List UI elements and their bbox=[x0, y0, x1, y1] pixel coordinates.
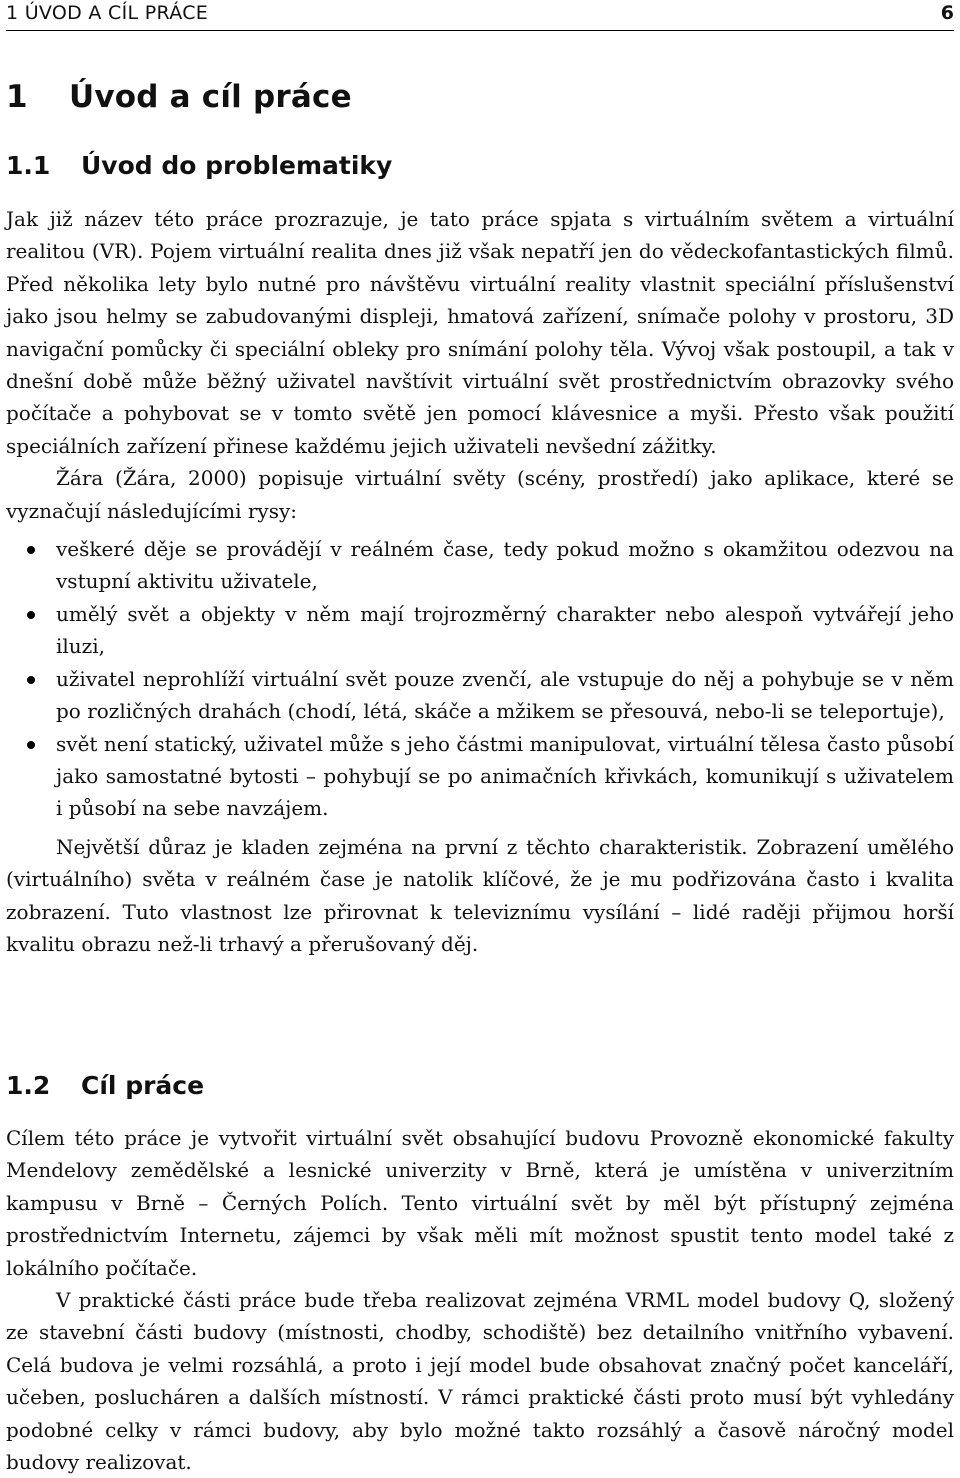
list-item: uživatel neprohlíží virtuální svět pouze zvenčí, ale vstupuje do něj a pohybuje se v něm po rozličných drahách (chodí, létá, skáče a mžikem se přesouvá, nebo-li se teleportuje), bbox=[56, 663, 954, 728]
list-item: svět není statický, uživatel může s jeho částmi manipulovat, virtuální tělesa často působí jako samostatné bytosti – pohybují se po animačních křivkách, komunikují s uživatelem i působí na sebe navzájem. bbox=[56, 728, 954, 825]
chapter-title: Úvod a cíl práce bbox=[69, 79, 352, 115]
running-header-chapter: 1 ÚVOD A CÍL PRÁCE bbox=[6, 2, 209, 24]
paragraph: Jak již název této práce prozrazuje, je tato práce spjata s virtuálním světem a virtuální realitou (VR). Pojem virtuální realita dnes již však nepatří jen do vědeckofantastických filmů. Před několika lety bylo nutné pro návštěvu virtuální reality vlastnit speciální příslušenství jako jsou helmy se zabudovanými displeji, hmatová zařízení, snímače polohy v prostoru, 3D navigační pomůcky či speciální obleky pro snímání polohy těla. Vývoj však postoupil, a tak v dnešní době může běžný uživatel navštívit virtuální svět prostřednictvím obrazovky svého počítače a pohybovat se v tomto světě jen pomocí klávesnice a myši. Přesto však použití speciálních zařízení přinese každému jejich uživateli nevšední zážitky. bbox=[6, 207, 954, 458]
paragraph: Největší důraz je kladen zejména na první z těchto charakteristik. Zobrazení umělého (virtuálního) světa v reálném čase je natolik klíčové, že je mu podřizována často i kvalita zobrazení. Tuto vlastnost lze přirovnat k televiznímu vysílání – lidé raději přijmou horší kvalitu obrazu než-li trhavý a přerušovaný děj. bbox=[6, 834, 954, 956]
section-body-1-1 bbox=[6, 203, 954, 960]
section-heading-1-2 bbox=[6, 1066, 204, 1106]
running-header bbox=[6, 0, 954, 31]
list-item: veškeré děje se provádějí v reálném čase, tedy pokud možno s okamžitou odezvou na vstupní aktivitu uživatele, bbox=[56, 533, 954, 598]
list-item: umělý svět a objekty v něm mají trojrozměrný charakter nebo alespoň vytvářejí jeho iluzi, bbox=[56, 598, 954, 663]
section-number: 1.2 bbox=[6, 1071, 51, 1100]
feature-list bbox=[6, 533, 954, 825]
section-heading-1-1 bbox=[6, 146, 392, 186]
section-title: Cíl práce bbox=[81, 1071, 205, 1100]
chapter-heading bbox=[6, 74, 352, 120]
paragraph: Žára (Žára, 2000) popisuje virtuální světy (scény, prostředí) jako aplikace, které se vyznačují následujícími rysy: bbox=[6, 466, 954, 523]
section-body-1-2 bbox=[6, 1122, 954, 1478]
chapter-number: 1 bbox=[6, 79, 28, 115]
paragraph: V praktické části práce bude třeba realizovat zejména VRML model budovy Q, složený ze stavební části budovy (místnosti, chodby, schodiště) bez detailního vnitřního vybavení. Celá budova je velmi rozsáhlá, a proto i její model bude obsahovat značný počet kanceláří, učeben, poslucháren a dalších místností. V rámci praktické části proto musí být vyhledány podobné celky v rámci budovy, aby bylo možné takto rozsáhlý a časově náročný model budovy realizovat. bbox=[6, 1288, 954, 1475]
page-number: 6 bbox=[940, 2, 954, 24]
section-number: 1.1 bbox=[6, 151, 51, 180]
section-title: Úvod do problematiky bbox=[81, 151, 393, 180]
paragraph: Cílem této práce je vytvořit virtuální svět obsahující budovu Provozně ekonomické fakulty Mendelovy zemědělské a lesnické univerzity v Brně, která je umístěna v univerzitním kampusu v Brně – Černých Polích. Tento virtuální svět by měl být přístupný zejména prostřednictvím Internetu, zájemci by však měli mít možnost spustit tento model také z lokálního počítače. bbox=[6, 1126, 954, 1280]
